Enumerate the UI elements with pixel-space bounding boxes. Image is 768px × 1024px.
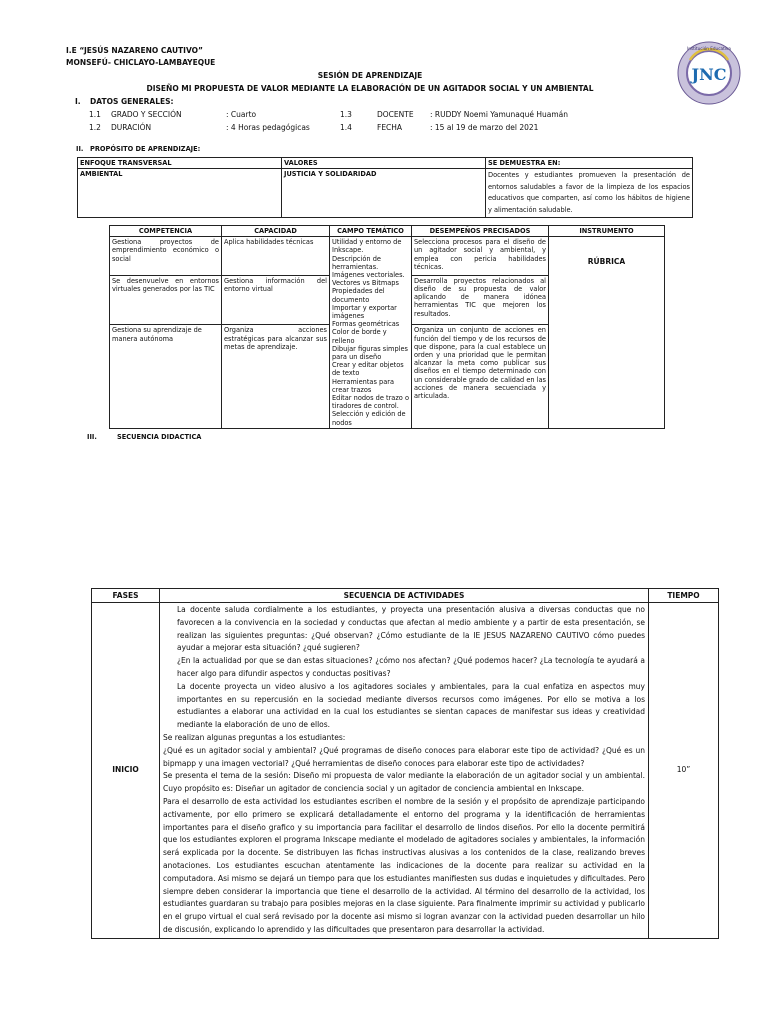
purpose-enfoque: AMBIENTAL bbox=[78, 169, 282, 218]
competencia-3: Gestiona su aprendizaje de manera autónoma bbox=[110, 325, 222, 429]
sequence-heading: SECUENCIA DIDACTICA bbox=[117, 433, 202, 441]
school-location: MONSEFÚ- CHICLAYO-LAMBAYEQUE bbox=[66, 58, 216, 67]
purpose-header-enfoque: ENFOQUE TRANSVERSAL bbox=[78, 158, 282, 169]
competencia-2: Se desenvuelve en entornos virtuales generados por las TIC bbox=[110, 275, 222, 325]
purpose-demuestra: Docentes y estudiantes promueven la presentación de entornos saludables a favor de la limpieza de los espacios educativos que comparten, así como los hábitos de higiene y alimentación saludable. bbox=[486, 169, 693, 218]
row2-key2: FECHA bbox=[377, 123, 403, 132]
campo-item: Editar nodos de trazo o tiradores de control. bbox=[332, 394, 409, 411]
row1-number2: 1.3 bbox=[340, 110, 352, 119]
sequence-header-tiempo: TIEMPO bbox=[649, 589, 719, 603]
activity-paragraph: La docente saluda cordialmente a los estudiantes, y proyecta una presentación alusiva a diversas conductas que no favorecen a la convivencia en la sociedad y conductas que afectan al medio ambiente y a partir de esta presentación, se realizan las siguientes preguntas: ¿Qué observan? ¿Cómo estudiante de la IE JESUS NAZARENO CAUTIVO cómo puedes ayudar a mejorar esta situación? ¿qué sugieren? bbox=[177, 605, 645, 653]
row2-number1: 1.2 bbox=[89, 123, 101, 132]
row1-key1: GRADO Y SECCIÓN bbox=[111, 110, 182, 119]
activity-paragraph: Se realizan algunas preguntas a los estudiantes: bbox=[163, 732, 346, 742]
sequence-header-fases: FASES bbox=[92, 589, 160, 603]
comp-header-competencia: COMPETENCIA bbox=[110, 226, 222, 237]
session-title: DISEÑO MI PROPUESTA DE VALOR MEDIANTE LA ELABORACIÓN DE UN AGITADOR SOCIAL Y UN AMBIENTAL bbox=[146, 84, 594, 93]
activity-paragraph: ¿En la actualidad por que se dan estas situaciones? ¿cómo nos afectan? ¿Qué podemos hacer? ¿La tecnología te ayudará a hacer algo para difundir aspectos y conductas positivas? bbox=[177, 656, 645, 678]
capacidad-3: Organiza acciones estratégicas para alcanzar sus metas de aprendizaje. bbox=[222, 325, 330, 429]
desempeno-1: Selecciona procesos para el diseño de un agitador social y ambiental, y emplea con pericia habilidades técnicas. bbox=[412, 237, 549, 276]
campo-tematico-list bbox=[330, 237, 412, 429]
emblem-arc-text: Institución Educativa bbox=[687, 46, 731, 51]
campo-item: Formas geométricas bbox=[332, 320, 400, 329]
campo-item: Utilidad y entorno de Inkscape. bbox=[332, 238, 402, 255]
purpose-table bbox=[77, 157, 693, 218]
duration-value: : 4 Horas pedagógicas bbox=[226, 123, 310, 132]
sequence-header-actividades: SECUENCIA DE ACTIVIDADES bbox=[160, 589, 649, 603]
comp-header-desempenos: DESEMPEÑOS PRECISADOS bbox=[412, 226, 549, 237]
campo-item: Propiedades del documento bbox=[332, 287, 385, 304]
session-label: SESIÓN DE APRENDIZAJE bbox=[317, 71, 423, 80]
instrumento-rubrica: RÚBRICA bbox=[549, 237, 665, 429]
competencies-table bbox=[109, 225, 665, 429]
teacher-value: : RUDDY Noemi Yamunaqué Huamán bbox=[430, 110, 569, 119]
row2-key1: DURACIÓN bbox=[111, 123, 152, 132]
row2-number2: 1.4 bbox=[340, 123, 352, 132]
activity-paragraph: Para el desarrollo de esta actividad los estudiantes escriben el nombre de la sesión y el propósito de aprendizaje participando activamente, por ello primero se explicará detalladamente el entorno del programa y la identificación de herramientas importantes para el diseño grafico y su importancia para facilitar el desarrollo de lindos diseños. Por ello la docente permitirá que los estudiantes exploren el programa Inkscape mediante el modelado de agitadores sociales y ambientales, la información será explicada por la docente. Se distribuyen las fichas instructivas alusivas a los contenidos de la clase, realizando breves anotaciones. Los estudiantes escuchan atentamente las indicaciones de la docente para realizar su actividad en la computadora. Asi mismo se dejará un tiempo para que los estudiantes manifiesten sus dudas e inquietudes y dificultades. Pero siempre deben considerar la importancia que tiene el desarrollo de la actividad. Al término del desarrollo de la actividad, los estudiantes guardaran su trabajo para posibles mejoras en la clase siguiente. Para finalmente imprimir su actividad y publicarlo en el grupo virtual el cual será revisado por la docente asi mismo si logran avanzar con la actividad pueden desarrollar un hilo de discusión, explicando lo aprendido y las dificultades que presentaron para desarrollar la actividad. bbox=[163, 796, 645, 934]
activities-cell bbox=[160, 603, 649, 939]
sequence-table bbox=[91, 588, 719, 939]
purpose-valores: JUSTICIA Y SOLIDARIDAD bbox=[282, 169, 486, 218]
campo-item: Descripción de herramientas. bbox=[332, 254, 381, 271]
purpose-heading-number: II. bbox=[76, 145, 84, 153]
purpose-header-valores: VALORES bbox=[282, 158, 486, 169]
comp-header-capacidad: CAPACIDAD bbox=[222, 226, 330, 237]
general-heading-number: I. bbox=[75, 97, 81, 106]
grade-value: : Cuarto bbox=[226, 110, 257, 119]
date-value: : 15 al 19 de marzo del 2021 bbox=[430, 123, 539, 132]
sequence-heading-number: III. bbox=[87, 433, 97, 441]
comp-header-instrumento: INSTRUMENTO bbox=[549, 226, 665, 237]
school-emblem-logo bbox=[676, 40, 742, 106]
campo-item: Vectores vs Bitmaps bbox=[332, 279, 399, 288]
phase-inicio: INICIO bbox=[92, 603, 160, 939]
campo-item: Herramientas para crear trazos bbox=[332, 377, 394, 394]
campo-item: Importar y exportar imágenes bbox=[332, 303, 397, 321]
campo-item: Crear y editar objetos de texto bbox=[332, 361, 404, 378]
competencia-1: Gestiona proyectos de emprendimiento económico o social bbox=[110, 237, 222, 276]
school-name: I.E “JESÚS NAZARENO CAUTIVO” bbox=[66, 46, 203, 55]
purpose-header-demuestra: SE DEMUESTRA EN: bbox=[486, 158, 693, 169]
capacidad-2: Gestiona información del entorno virtual bbox=[222, 275, 330, 325]
campo-item: Color de borde y relleno bbox=[332, 328, 387, 345]
purpose-heading: PROPÓSITO DE APRENDIZAJE: bbox=[90, 145, 201, 153]
activity-paragraph: La docente proyecta un video alusivo a los agitadores sociales y ambientales, para la cual enfatiza en aspectos muy importantes en su repercusión en la sociedad mediante diversos recursos como imágenes. Por ello se motiva a los estudiantes a elaborar una actividad en la cual los estudiantes se sientan capaces de manifestar sus ideas y creatividad mediante la elaboración de uno de ellos. bbox=[177, 681, 645, 730]
phase-time: 10” bbox=[649, 603, 719, 939]
campo-item: Dibujar figuras simples para un diseño bbox=[332, 344, 408, 362]
activity-paragraph: Se presenta el tema de la sesión: Diseño mi propuesta de valor mediante la elaboración de un agitador social y un ambiental. Cuyo propósito es: Diseñar un agitador de conciencia social y un agitador de conciencia ambiental en Inkscape. bbox=[163, 771, 645, 794]
row1-key2: DOCENTE bbox=[377, 110, 414, 119]
row1-number1: 1.1 bbox=[89, 110, 101, 119]
emblem-letters: JNC bbox=[691, 65, 727, 84]
campo-item: Imágenes vectoriales. bbox=[332, 271, 405, 280]
desempeno-3: Organiza un conjunto de acciones en función del tiempo y de los recursos de que dispone, para la cual establece un orden y una prioridad que le permitan alcanzar la meta como publicar sus diseños en el tiempo determinado con un considerable grado de calidad en las acciones de manera secuenciada y articulada. bbox=[412, 325, 549, 429]
comp-header-campo: CAMPO TEMÁTICO bbox=[330, 226, 412, 237]
campo-item: Selección y edición de nodos bbox=[332, 410, 406, 427]
desempeno-2: Desarrolla proyectos relacionados al diseño de su propuesta de valor aplicando de manera idónea herramientas TIC que mejoren los resultados. bbox=[412, 275, 549, 325]
activity-paragraph: ¿Qué es un agitador social y ambiental? ¿Qué programas de diseño conoces para elaborar este tipo de actividad? ¿Qué es un bipmapp y una imagen vectorial? ¿Qué herramientas de diseño conoces para elaborar este tipo de actividades? bbox=[163, 745, 645, 768]
capacidad-1: Aplica habilidades técnicas bbox=[222, 237, 330, 276]
general-heading: DATOS GENERALES: bbox=[90, 97, 174, 106]
